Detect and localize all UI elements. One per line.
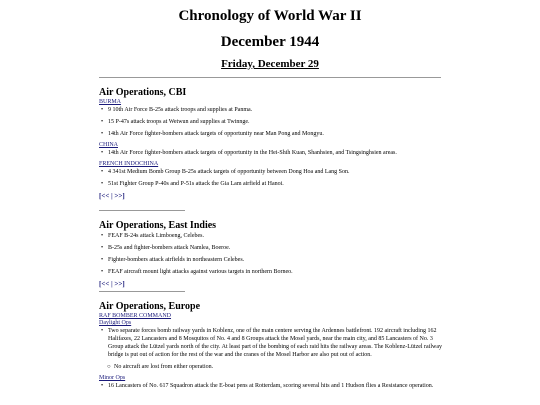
list-item: • FEAF B-24s attack Limboeng, Celebes. (108, 232, 444, 240)
nav-separator: | (109, 280, 115, 288)
list-item: • 14th Air Force fighter-bombers attack targets of opportunity near Man Pong and Mongyu. (108, 130, 444, 138)
page-title: Chronology of World War II (178, 8, 362, 24)
list-item: • Fighter-bombers attack airfields in northeastern Celebes. (108, 256, 444, 264)
nav-separator: | (109, 192, 115, 200)
minor-ops-list (99, 382, 444, 390)
prev-link[interactable]: [<< (99, 280, 110, 288)
list-item: • 15 P-47s attack troops at Wetwun and supplies at Twinnge. (108, 118, 444, 126)
list-item: • FEAF aircraft mount light attacks against various targets in northern Borneo. (108, 268, 444, 276)
next-link[interactable]: >>] (114, 280, 125, 288)
list-item: • 14th Air Force fighter-bombers attack targets of opportunity in the Hei-Shih Kuan, Shanhsien, and Tsingsinghsien areas. (108, 149, 444, 157)
section-divider (99, 210, 185, 211)
fic-list (99, 168, 444, 188)
nav-links-cbi (99, 192, 444, 201)
daylight-ops-list (99, 327, 444, 371)
section-cbi (99, 87, 444, 201)
china-link[interactable]: CHINA (99, 142, 118, 148)
burma-link[interactable]: BURMA (99, 99, 122, 105)
minor-ops-link[interactable]: Minor Ops (99, 375, 126, 381)
china-list (99, 149, 444, 157)
date-heading: Friday, December 29 (221, 58, 319, 70)
section-east-indies (99, 220, 444, 289)
burma-list (99, 106, 444, 138)
month-title: December 1944 (220, 34, 320, 50)
section-heading-east-indies: Air Operations, East Indies (99, 220, 217, 231)
daylight-ops-link[interactable]: Daylight Ops (99, 320, 132, 326)
nav-links-east-indies (99, 280, 444, 289)
list-item: ○ No aircraft are lost from either operation. (114, 363, 444, 371)
header-divider (99, 77, 441, 78)
list-item: • B-25s and fighter-bombers attack Namlea, Boeroe. (108, 244, 444, 252)
section-heading-europe: Air Operations, Europe (99, 301, 201, 312)
list-item: • 16 Lancasters of No. 617 Squadron attack the E-boat pens at Rotterdam, scoring several hits and 1 Hudson flies a Resistance operation. (108, 382, 444, 390)
raf-bomber-command-link[interactable]: RAF BOMBER COMMAND (99, 313, 172, 319)
section-europe (99, 301, 444, 394)
prev-link[interactable]: [<< (99, 192, 110, 200)
list-item: • 4 341st Medium Bomb Group B-25s attack targets of opportunity between Dong Hoa and Lang Son. (108, 168, 444, 176)
french-indochina-link[interactable]: FRENCH INDOCHINA (99, 161, 159, 167)
east-indies-list (99, 232, 444, 276)
section-divider (99, 291, 185, 292)
list-item: • Two separate forces bomb railway yards in Koblenz, one of the main centere serving the Ardennes battlefront. 192 aircraft including 162 Halifaxes, 22 Lancasters and 8 Mosquitos of No. 4 and 8 Groups attack the Mosel yards, near the main city, and 85 Lancasters of No. 3 Group attack the Lützel yards north of the city. At least part of the bombing of each raid hits the railway areas. The Koblenz-Lützel railway bridge is put out of action for the rest of the war and the cranes of the Mosel Harbor are also put out of action. (108, 327, 444, 359)
list-item: • 9 10th Air Force B-25s attack troops and supplies at Panma. (108, 106, 444, 114)
section-heading-cbi: Air Operations, CBI (99, 87, 187, 98)
list-item: • 51st Fighter Group P-40s and P-51s attack the Gia Lam airfield at Hanoi. (108, 180, 444, 188)
next-link[interactable]: >>] (114, 192, 125, 200)
